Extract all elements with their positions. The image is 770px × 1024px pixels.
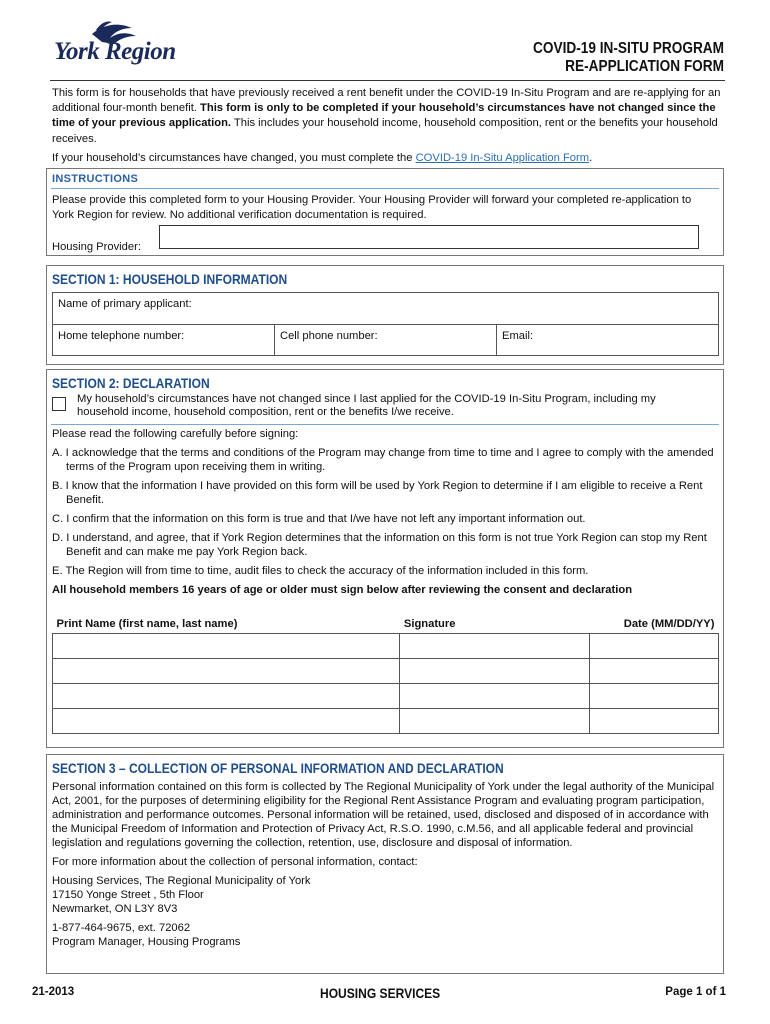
intro-paragraph-2: If your household’s circumstances have changed, you must complete the COVID-19 In-Situ Application Form. [52, 151, 593, 164]
signature-cell[interactable] [400, 684, 590, 709]
form-title [533, 40, 724, 76]
intro-text [52, 86, 724, 170]
privacy-paragraph: Personal information contained on this form is collected by The Regional Municipality of York under the legal authority of the Municipal Act, 2001, for the purposes of determining eligibility for the Regional Rent Assistance Program and evaluating program participation, administration and performance outcomes. Personal information will be retained, used, disclosed and disposed of in accordance with the Municipal Freedom of Information and Protection of Privacy Act, R.S.O. 1990, c.M.56, and all applicable federal and provincial legislation and regulations governing the collection, retention, use, disclosure and disposal of information. [52, 781, 715, 849]
form-number: 21-2013 [32, 986, 75, 998]
circumstances-declaration-text: My household’s circumstances have not changed since I last applied for the COVID-19 In-Situ Program, including my household income, household composition, rent or the benefits I/we receive. [77, 393, 656, 418]
contact-intro: For more information about the collection of personal information, contact: [52, 856, 418, 868]
declaration-item: A. I acknowledge that the terms and conditions of the Program may change from time to time and I agree to comply with the amended terms of the Program upon receiving them in writing. [52, 447, 714, 473]
instructions-text: Please provide this completed form to your Housing Provider. Your Housing Provider will forward your completed re-application to York Region for review. No additional verification documentation is required. [52, 194, 692, 221]
home-phone-label: Home telephone number: [58, 330, 185, 342]
circumstances-unchanged-checkbox[interactable] [52, 397, 66, 411]
section-1-heading: SECTION 1: HOUSEHOLD INFORMATION [52, 271, 288, 287]
date-cell[interactable] [590, 709, 719, 734]
signature-table-header [53, 615, 719, 634]
section-3-heading: SECTION 3 – COLLECTION OF PERSONAL INFORMATION AND DECLARATION [52, 760, 504, 776]
cell-phone-field[interactable] [275, 325, 497, 356]
application-form-link[interactable]: COVID-19 In-Situ Application Form [415, 151, 590, 164]
signature-cell[interactable] [400, 709, 590, 734]
date-header: Date (MM/DD/YY) [623, 618, 715, 630]
table-row [53, 634, 719, 659]
declaration-item: C. I confirm that the information on this form is true and that I/we have not left any important information out. [52, 513, 586, 525]
declaration-item: D. I understand, and agree, that if York Region determines that the information on this form is not true York Region can stop my Rent Benefit and can make me pay York Region back. [52, 532, 707, 558]
signature-cell[interactable] [400, 634, 590, 659]
table-row [53, 684, 719, 709]
all-members-note: All household members 16 years of age or older must sign below after reviewing the consent and declaration [52, 584, 633, 596]
cell-phone-label: Cell phone number: [280, 330, 378, 342]
logo-wordmark: York Region [54, 38, 176, 65]
instructions-divider [51, 188, 719, 189]
print-name-cell[interactable] [53, 659, 400, 684]
household-info-grid [52, 292, 719, 356]
section-2-heading: SECTION 2: DECLARATION [52, 375, 210, 391]
section-1-box [46, 265, 724, 365]
signature-header: Signature [403, 618, 456, 630]
home-phone-field[interactable] [53, 325, 275, 356]
section-2-divider [51, 424, 719, 425]
date-cell[interactable] [590, 634, 719, 659]
form-title-line1: COVID-19 IN-SITU PROGRAM [533, 40, 724, 57]
primary-applicant-label: Name of primary applicant: [58, 298, 192, 310]
page-number: Page 1 of 1 [665, 986, 726, 998]
date-cell[interactable] [590, 684, 719, 709]
primary-applicant-field[interactable] [53, 293, 718, 325]
title-divider [50, 80, 725, 81]
email-label: Email: [502, 330, 534, 342]
signature-table [52, 615, 719, 734]
york-region-logo [52, 20, 192, 64]
privacy-notice [52, 780, 717, 954]
read-carefully-text: Please read the following carefully before signing: [52, 428, 299, 440]
date-cell[interactable] [590, 659, 719, 684]
print-name-cell[interactable] [53, 709, 400, 734]
intro-paragraph-1: This form is for households that have previously received a rent benefit under the COVID-19 In-Situ Program and are re-applying for an additional four-month benefit. This form is only to be completed if your household’s circumstances have not changed since the time of your previous application. This includes your household income, household composition, rent or the benefits your household receives. [52, 87, 721, 145]
section-2-box [46, 369, 724, 748]
instructions-heading: INSTRUCTIONS [52, 173, 139, 185]
table-row [53, 709, 719, 734]
instructions-box [46, 168, 724, 256]
declaration-item: B. I know that the information I have provided on this form will be used by York Region to determine if I am eligible to receive a Rent Benefit. [52, 480, 703, 506]
email-field[interactable] [497, 325, 718, 356]
housing-provider-label: Housing Provider: [52, 241, 141, 253]
print-name-cell[interactable] [53, 684, 400, 709]
contact-phone-block: 1-877-464-9675, ext. 72062 Program Manager, Housing Programs [52, 922, 241, 948]
section-3-box [46, 754, 724, 974]
table-row [53, 659, 719, 684]
print-name-cell[interactable] [53, 634, 400, 659]
department-name: HOUSING SERVICES [320, 985, 441, 1001]
signature-cell[interactable] [400, 659, 590, 684]
housing-provider-field[interactable] [159, 225, 699, 249]
print-name-header: Print Name (first name, last name) [56, 618, 238, 630]
contact-address: Housing Services, The Regional Municipality of York 17150 Yonge Street , 5th Floor Newmarket, ON L3Y 8V3 [52, 875, 311, 915]
declaration-item: E. The Region will from time to time, audit files to check the accuracy of the information included in this form. [52, 565, 589, 577]
form-title-line2: RE-APPLICATION FORM [565, 58, 724, 75]
declaration-terms [52, 427, 717, 602]
